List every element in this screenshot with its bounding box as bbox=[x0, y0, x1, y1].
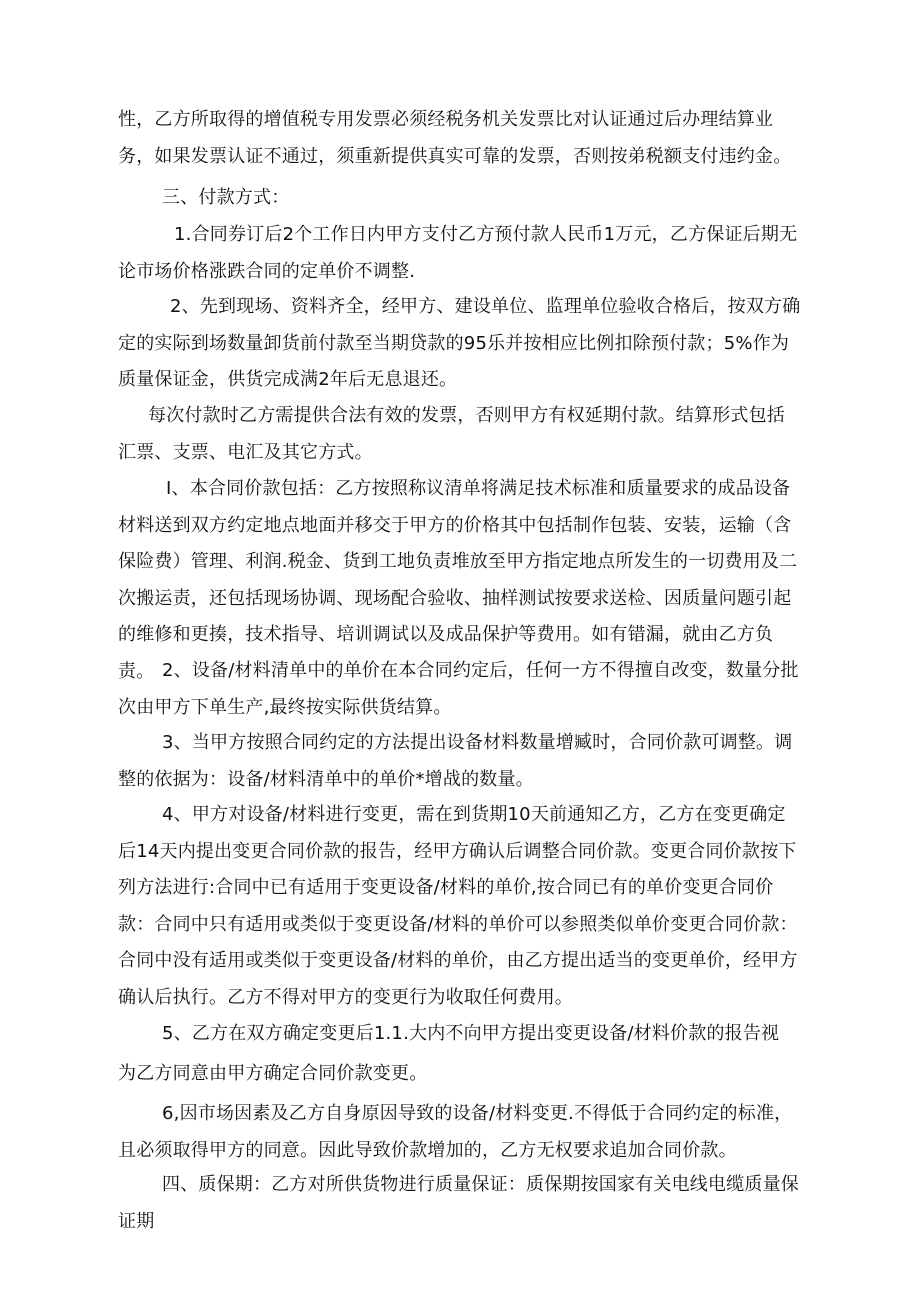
paragraph-payment-1: 1.合同券订后2个工作日内甲方支付乙方预付款人民币1万元，乙方保证后期无论市场价格涨跌合同的定单价不调整. bbox=[118, 224, 798, 282]
heading-payment-method: 三、付款方式： bbox=[162, 187, 290, 208]
paragraph-market-factors: 6,因市场因素及乙方自身原因导致的设备/材料变更.不得低于合同约定的标准，且必须取得甲方的同意。因此导致价款增加的，乙方无权要求追加合同价款。 bbox=[118, 1103, 793, 1161]
paragraph-change-deadline-cont: 为乙方同意由甲方确定合同价款变更。 bbox=[118, 1063, 428, 1084]
paragraph-unit-price: 2、设备/材料清单中的单价在本合同约定后，任何一方不得擅自改变，数量分批次由甲方下单生产,最终按实际供货结算。 bbox=[118, 660, 799, 718]
paragraph-invoice-tail: 性，乙方所取得的增值税专用发票必须经税务机关发票比对认证通过后办理结算业务，如果发票认证不通过，须重新提供真实可靠的发票，否则按弟税额支付违约金。 bbox=[118, 109, 792, 167]
paragraph-quantity-adjustment: 3、当甲方按照合同约定的方法提出设备材料数量增臧时，合同价款可调整。调整的依据为：设备/材料清单中的单价*增战的数量。 bbox=[118, 732, 793, 790]
heading-warranty-period: 四、质保期：乙方对所供货物进行质量保证：质保期按国家有关电线电缆质量保证期 bbox=[118, 1174, 799, 1232]
paragraph-payment-2: 2、先到现场、资料齐全，经甲方、建设单位、监理单位验收合格后，按双方确定的实际到场数量卸货前付款至当期贷款的95乐并按相应比例扣除预付款；5%作为质量保证金，供货完成满2年后无息退还。 bbox=[118, 296, 801, 390]
paragraph-change-deadline: 5、乙方在双方确定变更后1.1.大内不向甲方提出变更设备/材料价款的报告视 bbox=[162, 1023, 780, 1044]
paragraph-price-scope: I、本合同价款包括：乙方按照称议清单将满足技术标准和质量要求的成品设备材料送到双方约定地点地面并移交于甲方的价格其中包括制作包装、安装，运输（含保险费）管理、利润.税金、货到工地负责堆放至甲方指定地点所发生的一切费用及二次搬运责，还包括现场协调、现场配合验收、抽样测试按要求送检、因质量问题引起的维修和更揍，技术指导、培训调试以及成品保护等费用。如有错漏，就由乙方负责。 bbox=[118, 478, 798, 682]
paragraph-change-process: 4、甲方对设备/材料进行变更，需在到货期10天前通知乙方，乙方在变更确定后14天内提出变更合同价款的报告，经甲方确认后调整合同价款。变更合同价款按下列方法进行:合同中已有适用于变更设备/材料的单价,按合同已有的单价变更合同价款：合同中只有适用或类似于变更设备/材料的单价可以参照类似单价变更合同价款：合同中没有适用或类似于变更设备/材料的单价，由乙方提出适当的变更单价，经甲方确认后执行。乙方不得对甲方的变更行为收取任何费用。 bbox=[118, 804, 798, 1008]
paragraph-invoice-requirement: 每次付款时乙方需提供合法有效的发票，否则甲方有权延期付款。结算形式包括汇票、支票、电汇及其它方式。 bbox=[118, 405, 785, 463]
